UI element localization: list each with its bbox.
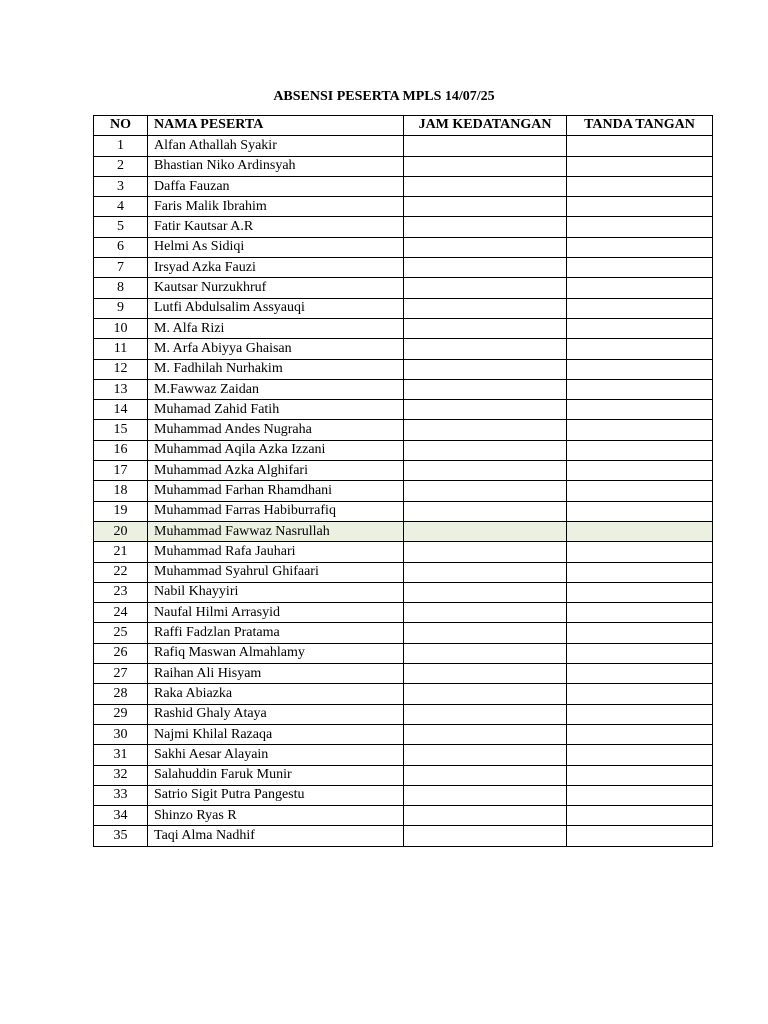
row-number: 26 bbox=[94, 643, 148, 663]
row-number: 8 bbox=[94, 278, 148, 298]
arrival-time-cell bbox=[404, 440, 567, 460]
participant-name: Muhamad Zahid Fatih bbox=[148, 400, 404, 420]
table-row bbox=[94, 521, 713, 541]
participant-name: Daffa Fauzan bbox=[148, 176, 404, 196]
row-number: 34 bbox=[94, 806, 148, 826]
participant-name: Shinzo Ryas R bbox=[148, 806, 404, 826]
signature-cell bbox=[567, 582, 713, 602]
signature-cell bbox=[567, 258, 713, 278]
arrival-time-cell bbox=[404, 643, 567, 663]
row-number: 5 bbox=[94, 217, 148, 237]
participant-name: Rafiq Maswan Almahlamy bbox=[148, 643, 404, 663]
row-number: 22 bbox=[94, 562, 148, 582]
arrival-time-cell bbox=[404, 237, 567, 257]
arrival-time-cell bbox=[404, 623, 567, 643]
row-number: 21 bbox=[94, 542, 148, 562]
table-row bbox=[94, 623, 713, 643]
arrival-time-cell bbox=[404, 603, 567, 623]
table-row bbox=[94, 339, 713, 359]
signature-cell bbox=[567, 785, 713, 805]
participant-name: Lutfi Abdulsalim Assyauqi bbox=[148, 298, 404, 318]
header-name: NAMA PESERTA bbox=[148, 116, 404, 136]
table-row bbox=[94, 562, 713, 582]
arrival-time-cell bbox=[404, 461, 567, 481]
signature-cell bbox=[567, 745, 713, 765]
participant-name: Raka Abiazka bbox=[148, 684, 404, 704]
participant-name: Taqi Alma Nadhif bbox=[148, 826, 404, 846]
row-number: 20 bbox=[94, 521, 148, 541]
row-number: 31 bbox=[94, 745, 148, 765]
table-row bbox=[94, 136, 713, 156]
table-row bbox=[94, 704, 713, 724]
signature-cell bbox=[567, 664, 713, 684]
arrival-time-cell bbox=[404, 826, 567, 846]
signature-cell bbox=[567, 136, 713, 156]
table-row bbox=[94, 298, 713, 318]
participant-name: Muhammad Farras Habiburrafiq bbox=[148, 501, 404, 521]
participant-name: Muhammad Farhan Rhamdhani bbox=[148, 481, 404, 501]
signature-cell bbox=[567, 643, 713, 663]
row-number: 3 bbox=[94, 176, 148, 196]
table-row bbox=[94, 603, 713, 623]
signature-cell bbox=[567, 217, 713, 237]
participant-name: Muhammad Aqila Azka Izzani bbox=[148, 440, 404, 460]
table-row bbox=[94, 481, 713, 501]
participant-name: Faris Malik Ibrahim bbox=[148, 197, 404, 217]
arrival-time-cell bbox=[404, 278, 567, 298]
row-number: 28 bbox=[94, 684, 148, 704]
row-number: 14 bbox=[94, 400, 148, 420]
participant-name: Rashid Ghaly Ataya bbox=[148, 704, 404, 724]
table-row bbox=[94, 176, 713, 196]
signature-cell bbox=[567, 318, 713, 338]
table-row bbox=[94, 318, 713, 338]
row-number: 33 bbox=[94, 785, 148, 805]
participant-name: Najmi Khilal Razaqa bbox=[148, 724, 404, 744]
participant-name: M. Alfa Rizi bbox=[148, 318, 404, 338]
table-row bbox=[94, 278, 713, 298]
table-row bbox=[94, 197, 713, 217]
participant-name: M. Fadhilah Nurhakim bbox=[148, 359, 404, 379]
participant-name: Muhammad Rafa Jauhari bbox=[148, 542, 404, 562]
participant-name: Alfan Athallah Syakir bbox=[148, 136, 404, 156]
row-number: 6 bbox=[94, 237, 148, 257]
row-number: 7 bbox=[94, 258, 148, 278]
signature-cell bbox=[567, 724, 713, 744]
table-row bbox=[94, 237, 713, 257]
arrival-time-cell bbox=[404, 664, 567, 684]
table-body bbox=[94, 136, 713, 846]
table-row bbox=[94, 664, 713, 684]
arrival-time-cell bbox=[404, 197, 567, 217]
table-row bbox=[94, 440, 713, 460]
arrival-time-cell bbox=[404, 176, 567, 196]
document-title: ABSENSI PESERTA MPLS 14/07/25 bbox=[273, 89, 495, 104]
signature-cell bbox=[567, 623, 713, 643]
signature-cell bbox=[567, 826, 713, 846]
attendance-table bbox=[93, 115, 713, 847]
arrival-time-cell bbox=[404, 420, 567, 440]
row-number: 17 bbox=[94, 461, 148, 481]
participant-name: Helmi As Sidiqi bbox=[148, 237, 404, 257]
signature-cell bbox=[567, 197, 713, 217]
signature-cell bbox=[567, 176, 713, 196]
table-row bbox=[94, 420, 713, 440]
signature-cell bbox=[567, 704, 713, 724]
row-number: 1 bbox=[94, 136, 148, 156]
participant-name: Salahuddin Faruk Munir bbox=[148, 765, 404, 785]
arrival-time-cell bbox=[404, 724, 567, 744]
participant-name: Nabil Khayyiri bbox=[148, 582, 404, 602]
table-row bbox=[94, 379, 713, 399]
row-number: 10 bbox=[94, 318, 148, 338]
table-row bbox=[94, 826, 713, 846]
row-number: 25 bbox=[94, 623, 148, 643]
header-signature: TANDA TANGAN bbox=[567, 116, 713, 136]
table-row bbox=[94, 258, 713, 278]
signature-cell bbox=[567, 603, 713, 623]
arrival-time-cell bbox=[404, 258, 567, 278]
arrival-time-cell bbox=[404, 521, 567, 541]
arrival-time-cell bbox=[404, 704, 567, 724]
table-row bbox=[94, 745, 713, 765]
table-row bbox=[94, 806, 713, 826]
row-number: 11 bbox=[94, 339, 148, 359]
signature-cell bbox=[567, 684, 713, 704]
row-number: 32 bbox=[94, 765, 148, 785]
participant-name: Muhammad Fawwaz Nasrullah bbox=[148, 521, 404, 541]
signature-cell bbox=[567, 461, 713, 481]
signature-cell bbox=[567, 156, 713, 176]
table-row bbox=[94, 156, 713, 176]
participant-name: Raffi Fadzlan Pratama bbox=[148, 623, 404, 643]
row-number: 15 bbox=[94, 420, 148, 440]
arrival-time-cell bbox=[404, 785, 567, 805]
participant-name: Satrio Sigit Putra Pangestu bbox=[148, 785, 404, 805]
participant-name: M. Arfa Abiyya Ghaisan bbox=[148, 339, 404, 359]
signature-cell bbox=[567, 379, 713, 399]
row-number: 16 bbox=[94, 440, 148, 460]
arrival-time-cell bbox=[404, 582, 567, 602]
header-arrival-time: JAM KEDATANGAN bbox=[404, 116, 567, 136]
row-number: 9 bbox=[94, 298, 148, 318]
table-header-row bbox=[94, 116, 713, 136]
row-number: 27 bbox=[94, 664, 148, 684]
signature-cell bbox=[567, 481, 713, 501]
signature-cell bbox=[567, 339, 713, 359]
table-row bbox=[94, 684, 713, 704]
participant-name: Sakhi Aesar Alayain bbox=[148, 745, 404, 765]
arrival-time-cell bbox=[404, 136, 567, 156]
row-number: 30 bbox=[94, 724, 148, 744]
row-number: 2 bbox=[94, 156, 148, 176]
row-number: 13 bbox=[94, 379, 148, 399]
table-row bbox=[94, 461, 713, 481]
participant-name: Irsyad Azka Fauzi bbox=[148, 258, 404, 278]
participant-name: Fatir Kautsar A.R bbox=[148, 217, 404, 237]
arrival-time-cell bbox=[404, 339, 567, 359]
signature-cell bbox=[567, 359, 713, 379]
table-row bbox=[94, 217, 713, 237]
arrival-time-cell bbox=[404, 806, 567, 826]
arrival-time-cell bbox=[404, 400, 567, 420]
signature-cell bbox=[567, 278, 713, 298]
arrival-time-cell bbox=[404, 745, 567, 765]
signature-cell bbox=[567, 501, 713, 521]
arrival-time-cell bbox=[404, 684, 567, 704]
row-number: 29 bbox=[94, 704, 148, 724]
row-number: 23 bbox=[94, 582, 148, 602]
arrival-time-cell bbox=[404, 562, 567, 582]
participant-name: Naufal Hilmi Arrasyid bbox=[148, 603, 404, 623]
arrival-time-cell bbox=[404, 298, 567, 318]
table-row bbox=[94, 582, 713, 602]
arrival-time-cell bbox=[404, 501, 567, 521]
arrival-time-cell bbox=[404, 481, 567, 501]
arrival-time-cell bbox=[404, 542, 567, 562]
participant-name: M.Fawwaz Zaidan bbox=[148, 379, 404, 399]
signature-cell bbox=[567, 420, 713, 440]
signature-cell bbox=[567, 521, 713, 541]
row-number: 35 bbox=[94, 826, 148, 846]
signature-cell bbox=[567, 765, 713, 785]
table-row bbox=[94, 724, 713, 744]
signature-cell bbox=[567, 298, 713, 318]
participant-name: Muhammad Andes Nugraha bbox=[148, 420, 404, 440]
arrival-time-cell bbox=[404, 379, 567, 399]
participant-name: Kautsar Nurzukhruf bbox=[148, 278, 404, 298]
table-row bbox=[94, 785, 713, 805]
row-number: 18 bbox=[94, 481, 148, 501]
signature-cell bbox=[567, 400, 713, 420]
table-row bbox=[94, 359, 713, 379]
signature-cell bbox=[567, 562, 713, 582]
participant-name: Muhammad Azka Alghifari bbox=[148, 461, 404, 481]
arrival-time-cell bbox=[404, 359, 567, 379]
participant-name: Bhastian Niko Ardinsyah bbox=[148, 156, 404, 176]
signature-cell bbox=[567, 237, 713, 257]
participant-name: Muhammad Syahrul Ghifaari bbox=[148, 562, 404, 582]
signature-cell bbox=[567, 542, 713, 562]
signature-cell bbox=[567, 440, 713, 460]
row-number: 4 bbox=[94, 197, 148, 217]
row-number: 12 bbox=[94, 359, 148, 379]
table-row bbox=[94, 643, 713, 663]
arrival-time-cell bbox=[404, 318, 567, 338]
header-no: NO bbox=[94, 116, 148, 136]
table-row bbox=[94, 765, 713, 785]
table-row bbox=[94, 542, 713, 562]
arrival-time-cell bbox=[404, 156, 567, 176]
table-row bbox=[94, 501, 713, 521]
signature-cell bbox=[567, 806, 713, 826]
arrival-time-cell bbox=[404, 765, 567, 785]
table-row bbox=[94, 400, 713, 420]
row-number: 24 bbox=[94, 603, 148, 623]
participant-name: Raihan Ali Hisyam bbox=[148, 664, 404, 684]
arrival-time-cell bbox=[404, 217, 567, 237]
row-number: 19 bbox=[94, 501, 148, 521]
